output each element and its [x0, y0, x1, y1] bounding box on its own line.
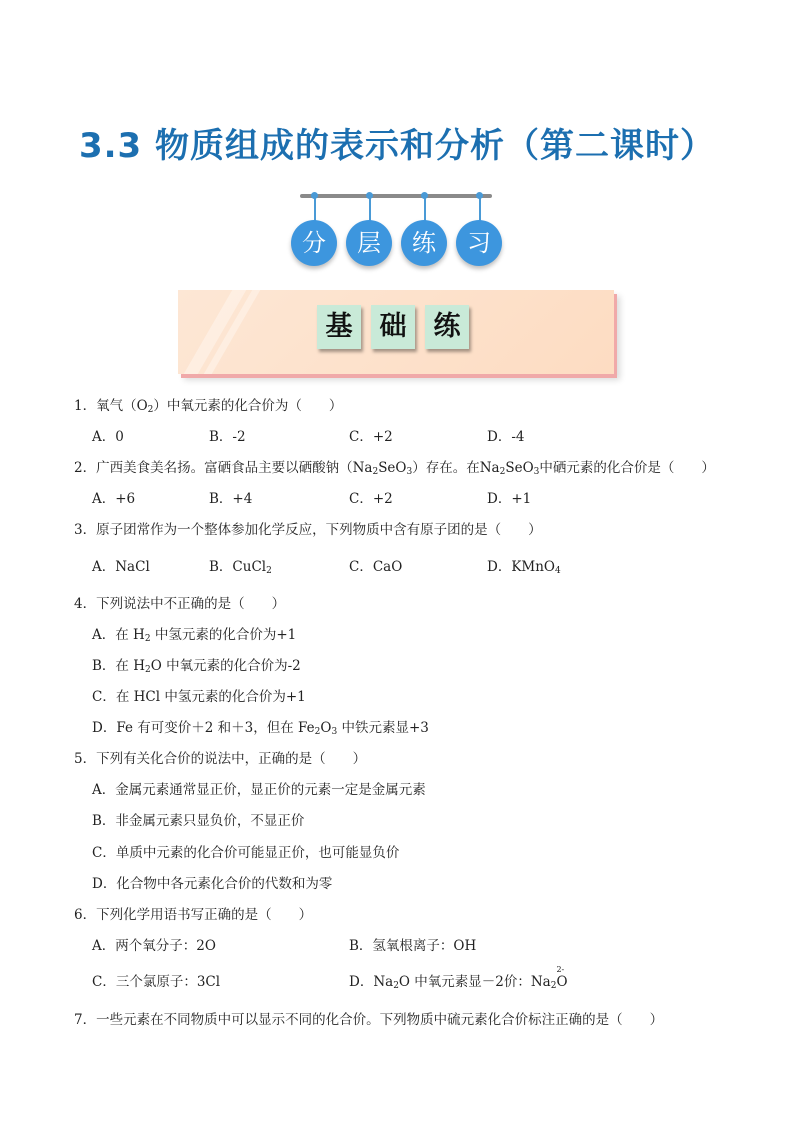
q4-a-text: A．在 H: [92, 627, 145, 643]
q4-d-text-end: 中铁元素显+3: [337, 720, 429, 736]
q5-option-c[interactable]: C．单质中元素的化合价可能显正价，也可能显负价: [92, 845, 400, 861]
q3-d-sub: 4: [555, 566, 561, 576]
question-1: [74, 394, 342, 415]
q2-text: 2．广西美食美名扬。富硒食品主要以硒酸钠（Na: [74, 460, 373, 476]
q4-b-sub: 2: [145, 665, 151, 675]
q4-b-text-end: O 中氧元素的化合价为-2: [150, 658, 301, 674]
q4-option-a[interactable]: [92, 623, 296, 644]
q3-d-text: D．KMnO: [487, 559, 555, 575]
question-6: 6．下列化学用语书写正确的是（ ）: [74, 907, 313, 923]
q4-d-text: O: [320, 720, 332, 736]
question-2: [74, 456, 715, 477]
q4-d-text: D．Fe 有可变价＋2 和＋3，但在 Fe: [92, 720, 315, 736]
q4-option-b[interactable]: [92, 654, 301, 675]
question-3: 3．原子团常作为一个整体参加化学反应，下列物质中含有原子团的是（ ）: [74, 522, 542, 538]
q5-option-b[interactable]: B．非金属元素只显负价，不显正价: [92, 813, 305, 829]
badge-ceng: 层: [346, 220, 392, 266]
q2-sub: 2: [499, 467, 506, 477]
badge-string: [314, 196, 316, 222]
q3-b-sub: 2: [266, 566, 272, 576]
badge-fen: 分: [291, 220, 337, 266]
q6-option-d[interactable]: [349, 965, 568, 991]
q2-text: SeO: [505, 460, 534, 476]
q6-d-text: D．Na: [349, 974, 394, 990]
q1-option-d[interactable]: D．-4: [487, 429, 525, 445]
badge-lian: 练: [401, 220, 447, 266]
q6-d-o: O: [556, 974, 568, 990]
q4-d-sub: 3: [331, 727, 338, 737]
q3-option-b[interactable]: [209, 555, 272, 576]
q2-text: ）存在。在Na: [412, 460, 500, 476]
badge-string: [424, 196, 426, 222]
q6-d-text: O 中氧元素显－2价：Na: [398, 974, 551, 990]
q2-text: SeO: [378, 460, 407, 476]
q3-option-a[interactable]: A．NaCl: [92, 559, 150, 575]
q6-d-valence: 2-: [556, 965, 565, 974]
page-title: 3.3 物质组成的表示和分析（第二课时）: [78, 126, 716, 166]
question-5: 5．下列有关化合价的说法中，正确的是（ ）: [74, 751, 367, 767]
q1-option-a[interactable]: A．0: [92, 429, 124, 445]
question-7: 7．一些元素在不同物质中可以显示不同的化合价。下列物质中硫元素化合价标注正确的是（ ）: [74, 1012, 664, 1028]
q6-option-c[interactable]: C．三个氯原子：3Cl: [92, 974, 221, 990]
q2-sub: 3: [406, 467, 413, 477]
q3-option-c[interactable]: C．CaO: [349, 559, 403, 575]
q2-option-b[interactable]: B．+4: [209, 491, 253, 507]
banner-tile-chu: 础: [371, 305, 415, 349]
q3-b-text: B．CuCl: [209, 559, 267, 575]
q1-text: 1．氧气（O: [74, 398, 148, 414]
q6-d-sub: 2: [550, 981, 557, 991]
q2-option-d[interactable]: D．+1: [487, 491, 532, 507]
q1-option-b[interactable]: B．-2: [209, 429, 246, 445]
q2-option-a[interactable]: A．+6: [92, 491, 136, 507]
badge-string: [369, 196, 371, 222]
q6-d-oxygen: [556, 965, 568, 990]
badge-xi: 习: [456, 220, 502, 266]
q1-text-end: ）中氧元素的化合价为（ ）: [153, 398, 343, 414]
question-4: 4．下列说法中不正确的是（ ）: [74, 596, 286, 612]
q2-option-c[interactable]: C．+2: [349, 491, 393, 507]
hanging-rod: [300, 194, 492, 198]
q5-option-a[interactable]: A．金属元素通常显正价，显正价的元素一定是金属元素: [92, 782, 426, 798]
q2-text: 中硒元素的化合价是（ ）: [539, 460, 715, 476]
q6-d-sub: 2: [393, 981, 399, 991]
q4-option-c[interactable]: C．在 HCl 中氢元素的化合价为+1: [92, 689, 306, 705]
q4-option-d[interactable]: [92, 716, 429, 737]
banner-tile-lian: 练: [425, 305, 469, 349]
q2-sub: 3: [533, 467, 540, 477]
banner-tile-ji: 基: [317, 305, 361, 349]
q4-a-text-end: 中氢元素的化合价为+1: [150, 627, 297, 643]
q6-option-b[interactable]: B．氢氧根离子：OH: [349, 938, 477, 954]
q4-d-sub: 2: [314, 727, 321, 737]
badge-string: [479, 196, 481, 222]
q5-option-d[interactable]: D．化合物中各元素化合价的代数和为零: [92, 876, 333, 892]
q4-b-text: B．在 H: [92, 658, 145, 674]
q4-a-sub: 2: [144, 634, 151, 644]
q3-option-d[interactable]: [487, 555, 561, 576]
q6-option-a[interactable]: A．两个氧分子：2O: [92, 938, 216, 954]
q1-sub: 2: [147, 405, 154, 415]
q2-sub: 2: [372, 467, 379, 477]
q1-option-c[interactable]: C．+2: [349, 429, 393, 445]
